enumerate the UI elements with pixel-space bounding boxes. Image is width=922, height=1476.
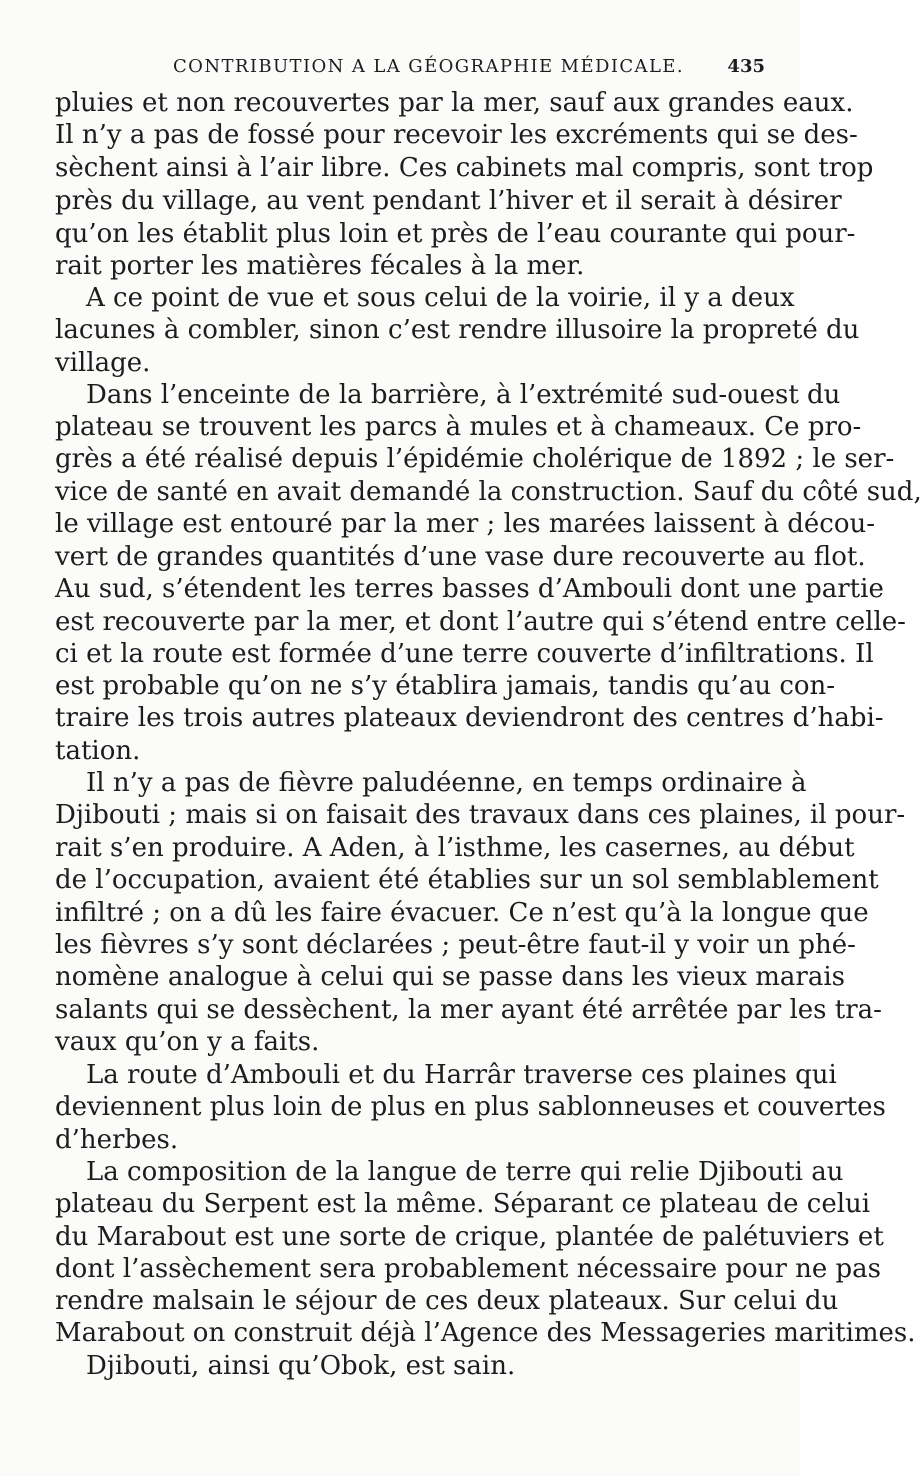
- text-line: rait s’en produire. A Aden, à l’isthme, les casernes, au début: [55, 833, 855, 863]
- text-line: du Marabout est une sorte de crique, plantée de palétuviers et: [55, 1222, 884, 1252]
- text-line: tation.: [55, 736, 141, 766]
- text-line: La route d’Ambouli et du Harrâr traverse ces plaines qui: [86, 1060, 837, 1090]
- text-line: est recouverte par la mer, et dont l’autre qui s’étend entre celle-: [55, 607, 906, 637]
- text-line: Au sud, s’étendent les terres basses d’Ambouli dont une partie: [55, 574, 884, 604]
- text-line: traire les trois autres plateaux deviendront des centres d’habi-: [55, 703, 884, 733]
- text-line: le village est entouré par la mer ; les marées laissent à décou-: [55, 509, 876, 539]
- text-line: rendre malsain le séjour de ces deux plateaux. Sur celui du: [55, 1286, 839, 1316]
- text-line: vert de grandes quantités d’une vase dure recouverte au flot.: [55, 542, 866, 572]
- text-line: lacunes à combler, sinon c’est rendre illusoire la propreté du: [55, 315, 860, 345]
- text-line: plateau se trouvent les parcs à mules et à chameaux. Ce pro-: [55, 412, 862, 442]
- text-line: de l’occupation, avaient été établies sur un sol semblablement: [55, 865, 879, 895]
- text-line: dont l’assèchement sera probablement nécessaire pour ne pas: [55, 1254, 882, 1284]
- text-line: vaux qu’on y a faits.: [55, 1027, 320, 1057]
- page-number: 435: [727, 56, 765, 77]
- text-line: Il n’y a pas de fièvre paludéenne, en temps ordinaire à: [86, 768, 807, 798]
- text-line: village.: [55, 348, 151, 378]
- text-line: deviennent plus loin de plus en plus sablonneuses et couvertes: [55, 1092, 886, 1122]
- text-line: Il n’y a pas de fossé pour recevoir les excréments qui se des-: [55, 120, 858, 150]
- text-line: pluies et non recouvertes par la mer, sauf aux grandes eaux.: [55, 88, 854, 118]
- text-line: sèchent ainsi à l’air libre. Ces cabinets mal compris, sont trop: [55, 153, 874, 183]
- text-line: Dans l’enceinte de la barrière, à l’extrémité sud-ouest du: [86, 380, 841, 410]
- text-line: rait porter les matières fécales à la mer.: [55, 251, 585, 281]
- running-head: CONTRIBUTION A LA GÉOGRAPHIE MÉDICALE.: [173, 56, 684, 77]
- text-line: infiltré ; on a dû les faire évacuer. Ce n’est qu’à la longue que: [55, 898, 869, 928]
- text-line: Djibouti ; mais si on faisait des travaux dans ces plaines, il pour-: [55, 800, 906, 830]
- text-line: plateau du Serpent est la même. Séparant ce plateau de celui: [55, 1189, 871, 1219]
- text-line: ci et la route est formée d’une terre couverte d’infiltrations. Il: [55, 639, 874, 669]
- text-line: d’herbes.: [55, 1125, 179, 1155]
- text-line: vice de santé en avait demandé la construction. Sauf du côté sud,: [55, 477, 922, 507]
- text-line: les fièvres s’y sont déclarées ; peut-être faut-il y voir un phé-: [55, 930, 856, 960]
- text-line: près du village, au vent pendant l’hiver et il serait à désirer: [55, 186, 842, 216]
- text-line: Marabout on construit déjà l’Agence des Messageries maritimes.: [55, 1318, 916, 1348]
- text-line: Djibouti, ainsi qu’Obok, est sain.: [86, 1351, 516, 1381]
- text-line: salants qui se dessèchent, la mer ayant été arrêtée par les tra-: [55, 995, 882, 1025]
- text-line: La composition de la langue de terre qui relie Djibouti au: [86, 1157, 844, 1187]
- text-line: nomène analogue à celui qui se passe dans les vieux marais: [55, 962, 846, 992]
- text-line: grès a été réalisé depuis l’épidémie cholérique de 1892 ; le ser-: [55, 444, 895, 474]
- text-line: qu’on les établit plus loin et près de l’eau courante qui pour-: [55, 219, 856, 249]
- text-line: est probable qu’on ne s’y établira jamais, tandis qu’au con-: [55, 671, 836, 701]
- text-line: A ce point de vue et sous celui de la voirie, il y a deux: [86, 283, 795, 313]
